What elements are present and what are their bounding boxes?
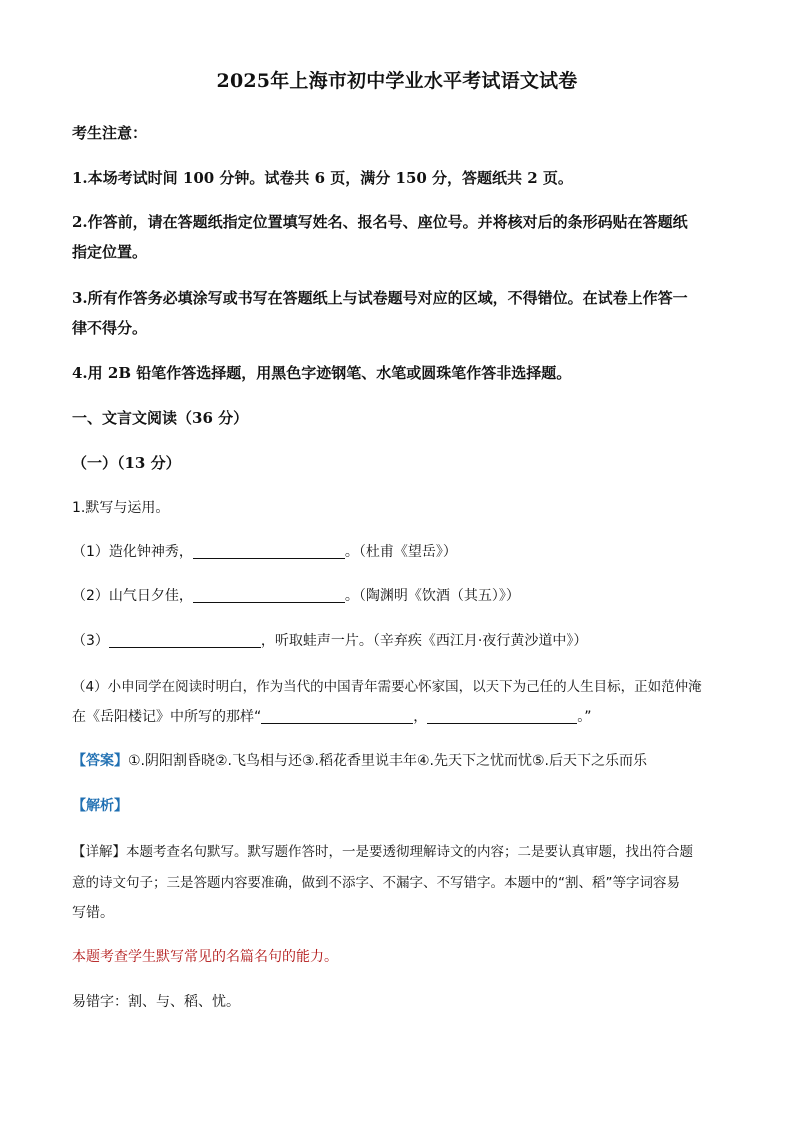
answer-blank[interactable] — [261, 707, 413, 724]
question-1-3 — [72, 630, 722, 650]
answer-blank[interactable] — [193, 542, 345, 559]
question-1-1-suffix: 。（杜甫《望岳》） — [344, 544, 457, 560]
question-1-2 — [72, 585, 722, 605]
question-1-4-suffix: 。” — [577, 709, 592, 725]
answer-blank[interactable] — [109, 631, 261, 648]
analysis-line — [72, 795, 722, 815]
sub-section-heading: （一）（13 分） — [72, 454, 181, 472]
question-stem: 1.默写与运用。 — [72, 500, 170, 516]
question-1-2-prefix: （2）山气日夕佳， — [72, 588, 193, 604]
notice-item-3-line-1: 3.所有作答务必填涂写或书写在答题纸上与试卷题号对应的区域，不得错位。在试卷上作答一 — [72, 289, 688, 307]
answer-line — [72, 750, 722, 770]
notice-heading: 考生注意： — [72, 124, 148, 142]
question-1-4-line-2 — [72, 706, 722, 726]
answer-blank[interactable] — [193, 586, 345, 603]
ability-note: 本题考查学生默写常见的名篇名句的能力。 — [72, 949, 338, 965]
detail-line-2: 意的诗文句子；三是答题内容要准确，做到不添字、不漏字、不写错字。本题中的“割、稻”等字词容易 — [72, 875, 680, 891]
question-1-3-suffix: ，听取蛙声一片。（辛弃疾《西江月·夜行黄沙道中》） — [260, 633, 588, 649]
section-heading: 一、文言文阅读（36 分） — [72, 409, 249, 427]
question-1-1-prefix: （1）造化钟神秀， — [72, 544, 193, 560]
answer-tag: 【答案】 — [72, 753, 128, 769]
notice-item-2-line-1: 2.作答前，请在答题纸指定位置填写姓名、报名号、座位号。并将核对后的条形码贴在答题纸 — [72, 213, 688, 231]
answer-blank[interactable] — [427, 707, 577, 724]
question-1-3-prefix: （3） — [72, 633, 109, 649]
detail-line-3: 写错。 — [72, 905, 114, 921]
question-1-1 — [72, 541, 722, 561]
notice-item-3-line-2: 律不得分。 — [72, 319, 148, 337]
notice-item-2-line-2: 指定位置。 — [72, 243, 148, 261]
notice-item-1: 1.本场考试时间 100 分钟。试卷共 6 页，满分 150 分，答题纸共 2 页。 — [72, 169, 573, 187]
notice-item-4: 4.用 2B 铅笔作答选择题，用黑色字迹钢笔、水笔或圆珠笔作答非选择题。 — [72, 364, 572, 382]
question-1-2-suffix: 。（陶渊明《饮酒（其五）》） — [344, 588, 520, 604]
question-1-4-prefix: 在《岳阳楼记》中所写的那样“ — [72, 709, 262, 725]
question-1-4-line-1: （4）小申同学在阅读时明白，作为当代的中国青年需要心怀家国，以天下为己任的人生目标，正如范仲淹 — [72, 679, 702, 695]
analysis-tag: 【解析】 — [72, 798, 128, 814]
easy-error-words: 易错字：割、与、稻、忧。 — [72, 994, 240, 1010]
answer-text: ①.阴阳割昏晓②.飞鸟相与还③.稻花香里说丰年④.先天下之忧而忧⑤.后天下之乐而乐 — [128, 753, 648, 769]
detail-line-1: 【详解】本题考查名句默写。默写题作答时，一是要透彻理解诗文的内容；二是要认真审题，找出符合题 — [72, 844, 693, 860]
exam-title: 2025年上海市初中学业水平考试语文试卷 — [216, 70, 578, 92]
question-1-4-mid: ， — [413, 709, 428, 725]
